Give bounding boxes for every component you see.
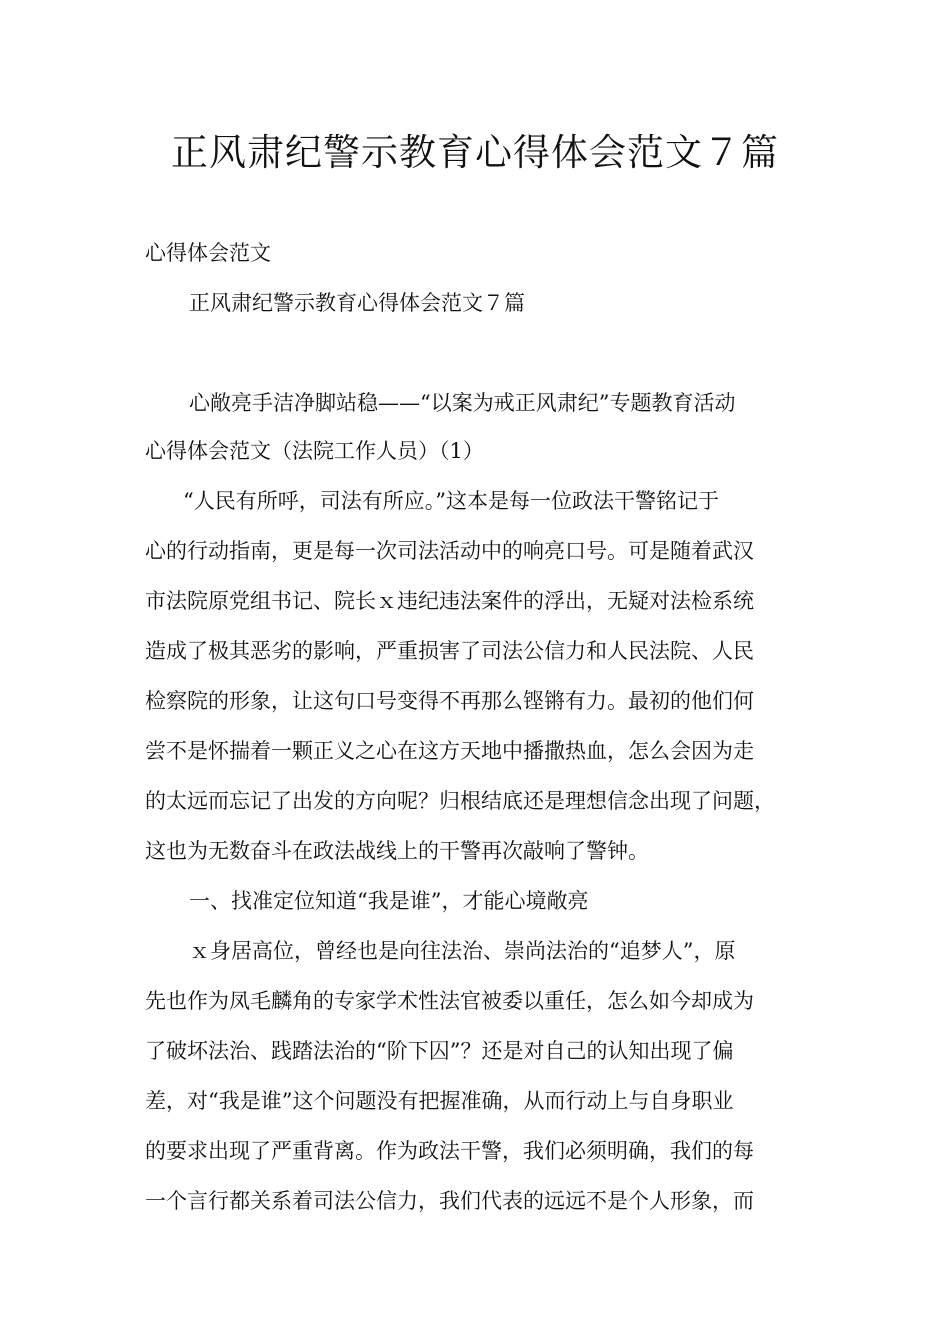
paragraph-line: 的太远而忘记了出发的方向呢？归根结底还是理想信念出现了问题， <box>145 789 775 813</box>
paragraph-line: 心的行动指南，更是每一次司法活动中的响亮口号。可是随着武汉 <box>145 539 754 563</box>
paragraph-line: 检察院的形象，让这句口号变得不再那么铿锵有力。最初的他们何 <box>145 689 754 713</box>
category-label: 心得体会范文 <box>145 241 271 265</box>
paragraph-line: 尝不是怀揣着一颗正义之心在这方天地中播撒热血，怎么会因为走 <box>145 739 754 763</box>
paragraph-line: 了破坏法治、践踏法治的“阶下囚”？还是对自己的认知出现了偏 <box>145 1039 734 1063</box>
document-title: 正风肃纪警示教育心得体会范文７篇 <box>171 131 779 174</box>
paragraph-line: “人民有所呼，司法有所应。”这本是每一位政法干警铭记于 <box>183 489 719 513</box>
paragraph-line: 造成了极其恶劣的影响，严重损害了司法公信力和人民法院、人民 <box>145 639 754 663</box>
document-subtitle: 正风肃纪警示教育心得体会范文７篇 <box>189 291 525 315</box>
paragraph-line: 这也为无数奋斗在政法战线上的干警再次敲响了警钟。 <box>145 839 649 863</box>
paragraph-line: 的要求出现了严重背离。作为政法干警，我们必须明确，我们的每 <box>145 1139 754 1163</box>
paragraph-line: ｘ身居高位，曾经也是向往法治、崇尚法治的“追梦人”，原 <box>189 939 736 963</box>
paragraph-line: 一个言行都关系着司法公信力，我们代表的远远不是个人形象，而 <box>145 1189 754 1213</box>
paragraph-line: 市法院原党组书记、院长ｘ违纪违法案件的浮出，无疑对法检系统 <box>145 589 754 613</box>
section-heading: 一、找准定位知道“我是谁”，才能心境敞亮 <box>189 889 589 913</box>
paragraph-line: 心敞亮手洁净脚站稳——“以案为戒正风肃纪”专题教育活动 <box>189 391 736 415</box>
paragraph-line: 心得体会范文（法院工作人员）（1） <box>145 439 484 463</box>
paragraph-line: 先也作为凤毛麟角的专家学术性法官被委以重任，怎么如今却成为 <box>145 989 754 1013</box>
paragraph-line: 差，对“我是谁”这个问题没有把握准确，从而行动上与自身职业 <box>145 1089 734 1113</box>
